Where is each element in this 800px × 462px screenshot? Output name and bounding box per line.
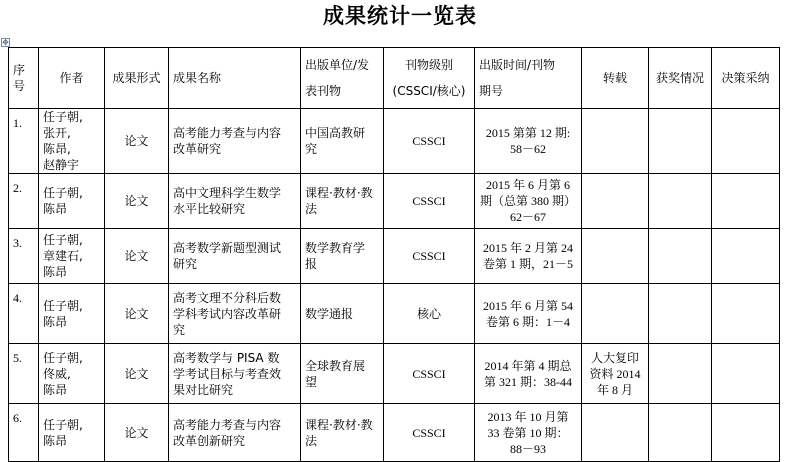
cell-form: 论文 <box>105 229 169 284</box>
table-row <box>9 404 780 462</box>
cell-time: 2013 年 10 月第 33 卷第 10 期： 88－93 <box>475 404 582 462</box>
cell-publisher: 课程·教材·教 法 <box>301 174 384 229</box>
cell-award <box>649 284 712 344</box>
table-row <box>9 229 780 284</box>
header-author: 作者 <box>39 48 105 109</box>
cell-time: 2015 年 6 月第 54 卷第 6 期：1－4 <box>475 284 582 344</box>
cell-author: 任子朝, 陈昂 <box>39 404 105 462</box>
cell-name: 高考数学新题型测试 研究 <box>169 229 301 284</box>
cell-seq: 2. <box>9 174 39 229</box>
header-time: 出版时间/刊物 期号 <box>475 48 582 109</box>
cell-seq: 4. <box>9 284 39 344</box>
cell-reprint <box>582 229 649 284</box>
cell-author: 任子朝, 佟威, 陈昂 <box>39 344 105 404</box>
header-publisher: 出版单位/发 表刊物 <box>301 48 384 109</box>
cell-publisher: 数学通报 <box>301 284 384 344</box>
cell-adoption <box>712 109 780 174</box>
cell-author: 任子朝, 章建石, 陈昂 <box>39 229 105 284</box>
table-row <box>9 284 780 344</box>
cell-form: 论文 <box>105 344 169 404</box>
cell-author: 任子朝, 陈昂 <box>39 174 105 229</box>
cell-form: 论文 <box>105 284 169 344</box>
cell-level: CSSCI <box>384 229 475 284</box>
document-title: 成果统计一览表 <box>323 4 477 28</box>
cell-reprint: 人大复印 资料 2014 年 8 月 <box>582 344 649 404</box>
cell-award <box>649 229 712 284</box>
table-row <box>9 174 780 229</box>
cell-reprint <box>582 174 649 229</box>
table-row <box>9 109 780 174</box>
cell-time: 2015 年 6 月第 6 期（总第 380 期） 62－67 <box>475 174 582 229</box>
cell-name: 高考文理不分科后数 学科考试内容改革研 究 <box>169 284 301 344</box>
cell-award <box>649 109 712 174</box>
cell-form: 论文 <box>105 109 169 174</box>
cell-level: 核心 <box>384 284 475 344</box>
cell-form: 论文 <box>105 174 169 229</box>
cell-name: 高考能力考查与内容 改革创新研究 <box>169 404 301 462</box>
cell-seq: 5. <box>9 344 39 404</box>
results-table <box>8 47 780 462</box>
header-level: 刊物级别 (CSSCI/核心) <box>384 48 475 109</box>
cell-author: 任子朝, 张开, 陈昂, 赵静宇 <box>39 109 105 174</box>
cell-time: 2015 年 2 月第 24 卷第 1 期，21－5 <box>475 229 582 284</box>
cell-author: 任子朝, 陈昂 <box>39 284 105 344</box>
cell-seq: 3. <box>9 229 39 284</box>
cell-level: CSSCI <box>384 174 475 229</box>
cell-reprint <box>582 404 649 462</box>
cell-award <box>649 174 712 229</box>
cell-form: 论文 <box>105 404 169 462</box>
table-row <box>9 344 780 404</box>
header-form: 成果形式 <box>105 48 169 109</box>
cell-adoption <box>712 284 780 344</box>
cell-award <box>649 404 712 462</box>
header-reprint: 转载 <box>582 48 649 109</box>
cell-level: CSSCI <box>384 344 475 404</box>
table-move-handle-icon[interactable]: ✥ <box>2 38 9 47</box>
cell-reprint <box>582 109 649 174</box>
cell-award <box>649 344 712 404</box>
header-seq: 序 号 <box>9 48 39 109</box>
cell-level: CSSCI <box>384 109 475 174</box>
header-adoption: 决策采纳 <box>712 48 780 109</box>
cell-reprint <box>582 284 649 344</box>
cell-name: 高考数学与 PISA 数 学考试目标与考查效 果对比研究 <box>169 344 301 404</box>
cell-publisher: 中国高教研 究 <box>301 109 384 174</box>
cell-level: CSSCI <box>384 404 475 462</box>
cell-seq: 6. <box>9 404 39 462</box>
cell-adoption <box>712 404 780 462</box>
cell-publisher: 课程·教材·教 法 <box>301 404 384 462</box>
cell-publisher: 全球教育展 望 <box>301 344 384 404</box>
table-header-row <box>9 48 780 109</box>
cell-adoption <box>712 229 780 284</box>
cell-publisher: 数学教育学 报 <box>301 229 384 284</box>
cell-time: 2014 年第 4 期总 第 321 期：38-44 <box>475 344 582 404</box>
header-name: 成果名称 <box>169 48 301 109</box>
cell-name: 高考能力考查与内容 改革研究 <box>169 109 301 174</box>
header-award: 获奖情况 <box>649 48 712 109</box>
cell-time: 2015 第第 12 期: 58－62 <box>475 109 582 174</box>
cell-name: 高中文理科学生数学 水平比较研究 <box>169 174 301 229</box>
cell-adoption <box>712 344 780 404</box>
cell-seq: 1. <box>9 109 39 174</box>
cell-adoption <box>712 174 780 229</box>
